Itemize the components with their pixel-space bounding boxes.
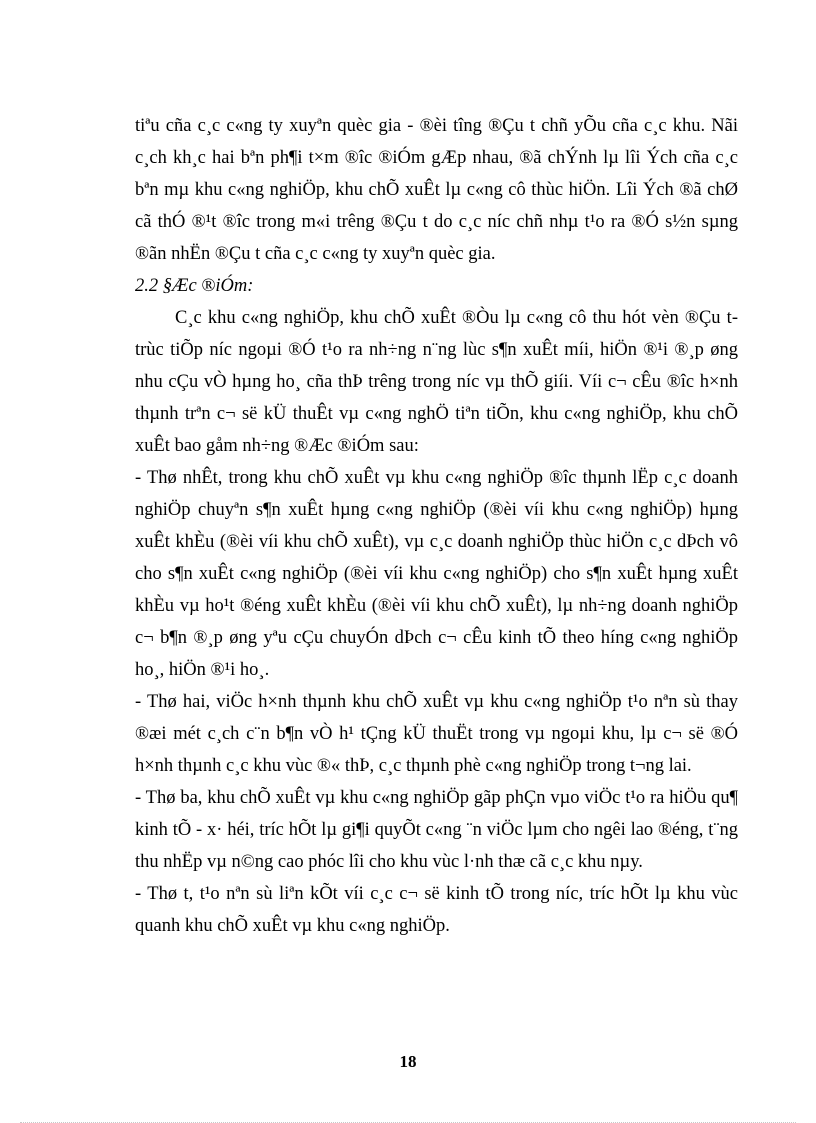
bullet-item-first: - Thø nhÊt, trong khu chÕ xuÊt vµ khu c«ng nghiÖp ®îc thµnh lËp c¸c doanh nghiÖp chuyªn s¶n xuÊt hµng c«ng nghiÖp (®èi víi khu c«ng nghiÖp) hµng xuÊt khÈu (®èi víi khu chÕ xuÊt), vµ c¸c doanh nghiÖp thùc hiÖn c¸c dÞch vô cho s¶n xuÊt c«ng nghiÖp (®èi víi khu c«ng nghiÖp) cho s¶n xuÊt hµng xuÊt khÈu vµ ho¹t ®éng xuÊt khÈu (®èi víi khu chÕ xuÊt), lµ nh÷ng doanh nghiÖp c¬ b¶n ®¸p øng yªu cÇu chuyÓn dÞch c¬ cÊu kinh tÕ theo híng c«ng nghiÖp ho¸, hiÖn ®¹i ho¸. (135, 468, 738, 680)
page-body (135, 110, 738, 942)
page-number: 18 (399, 1052, 417, 1071)
intro-paragraph: C¸c khu c«ng nghiÖp, khu chÕ xuÊt ®Òu lµ c«ng cô thu hót vèn ®Çu t trùc tiÕp níc ngoµi ®Ó t¹o ra nh÷ng n¨ng lùc s¶n xuÊt míi, hiÖn ®¹i ®¸p øng nhu cÇu vÒ hµng ho¸ cña thÞ trêng trong níc vµ thÕ giíi. Víi c¬ cÊu ®îc h×nh thµnh trªn c¬ së kÜ thuÊt vµ c«ng nghÖ tiªn tiÕn, khu c«ng nghiÖp, khu chÕ xuÊt bao gåm nh÷ng ®Æc ®iÓm sau: (135, 308, 738, 456)
bullet-item-second: - Thø hai, viÖc h×nh thµnh khu chÕ xuÊt vµ khu c«ng nghiÖp t¹o nªn sù thay ®æi mét c¸ch c¨n b¶n vÒ h¹ tÇng kÜ thuËt trong vµ ngoµi khu, lµ c¬ së ®Ó h×nh thµnh c¸c khu vùc ®« thÞ, c¸c thµnh phè c«ng nghiÖp trong t¬ng lai. (135, 692, 738, 776)
bullet-item-fourth: - Thø t, t¹o nªn sù liªn kÕt víi c¸c c¬ së kinh tÕ trong níc, tríc hÕt lµ khu vùc quanh khu chÕ xuÊt vµ khu c«ng nghiÖp. (135, 884, 738, 936)
opening-paragraph: tiªu cña c¸c c«ng ty xuyªn quèc gia - ®èi tîng ®Çu t chñ yÕu cña c¸c khu. Nãi c¸ch kh¸c hai bªn ph¶i t×m ®îc ®iÓm gÆp nhau, ®ã chÝnh lµ lîi Ých cña c¸c bªn mµ khu c«ng nghiÖp, khu chÕ xuÊt lµ c«ng cô thùc hiÖn. Lîi Ých ®ã chØ cã thÓ ®¹t ®îc trong m«i trêng ®Çu t do c¸c níc chñ nhµ t¹o ra ®Ó s½n sµng ®ãn nhËn ®Çu t cña c¸c c«ng ty xuyªn quèc gia. (135, 116, 738, 264)
bullet-item-third: - Thø ba, khu chÕ xuÊt vµ khu c«ng nghiÖp gãp phÇn vµo viÖc t¹o ra hiÖu qu¶ kinh tÕ - x· héi, tríc hÕt lµ gi¶i quyÕt c«ng ¨n viÖc lµm cho ngêi lao ®éng, t¨ng thu nhËp vµ n©ng cao phóc lîi cho khu vùc l·nh thæ cã c¸c khu nµy. (135, 788, 738, 872)
section-heading: 2.2 §Æc ®iÓm: (135, 276, 254, 296)
